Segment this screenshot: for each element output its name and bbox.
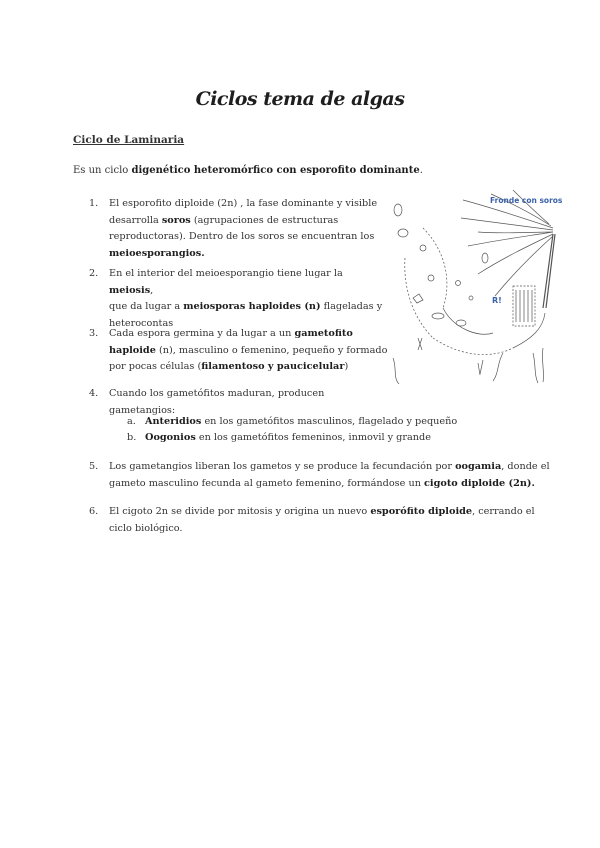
list-number: 1. xyxy=(89,198,99,209)
text-line: desarrolla soros (agrupaciones de estructuras xyxy=(109,214,339,226)
sub-item-b: b. Oogonios en los gametófitos femeninos, inmovil y grande xyxy=(127,430,457,446)
list-number: 4. xyxy=(89,388,99,399)
laminaria-life-cycle-figure xyxy=(383,188,561,398)
text-line: En el interior del meioesporangio tiene lugar la meiosis, xyxy=(109,268,343,296)
text-line: ciclo biológico. xyxy=(109,522,183,534)
list-item-3 xyxy=(89,326,389,376)
text-line: heterocontas xyxy=(109,317,174,329)
list-number: 2. xyxy=(89,268,99,279)
list-item-2 xyxy=(89,266,389,329)
figure-mark: R! xyxy=(492,296,502,305)
list-item-6 xyxy=(89,504,549,538)
text-line: El esporofito diploide (2n) , la fase dominante y visible xyxy=(109,198,378,209)
intro-paragraph: Es un ciclo digenético heteromórfico con esporofito dominante. xyxy=(73,165,423,176)
text-line: gameto masculino fecunda al gameto femenino, formándose un cigoto diploide (2n). xyxy=(109,477,535,489)
text-line: por pocas células (filamentoso y paucicelular) xyxy=(109,361,349,372)
sub-item-a: a. Anteridios en los gametófitos masculinos, flagelado y pequeño xyxy=(127,414,457,430)
list-item-5 xyxy=(89,459,549,493)
text-line: gametangios: xyxy=(109,404,176,416)
page-title: Ciclos tema de algas xyxy=(195,88,405,110)
sub-letter: a. xyxy=(127,416,136,427)
section-heading: Ciclo de Laminaria xyxy=(73,134,185,146)
list-number: 3. xyxy=(89,328,99,339)
text-line: El cigoto 2n se divide por mitosis y origina un nuevo esporófito diploide, cerrando el xyxy=(109,506,535,517)
text-line: Cada espora germina y da lugar a un gametofito xyxy=(109,328,353,339)
text-line: Los gametangios liberan los gametos y se produce la fecundación por oogamia, donde el xyxy=(109,461,550,472)
list-item-1 xyxy=(89,196,389,262)
text-line: reproductoras). Dentro de los soros se encuentran los xyxy=(109,231,375,242)
text-line: que da lugar a meiosporas haploides (n) flageladas y xyxy=(109,301,383,312)
list-number: 5. xyxy=(89,461,99,472)
text-line: meioesporangios. xyxy=(109,247,205,259)
list-number: 6. xyxy=(89,506,99,517)
figure-caption: Fronde con soros xyxy=(490,196,563,205)
text-line: Cuando los gametófitos maduran, producen xyxy=(109,388,325,399)
sub-letter: b. xyxy=(127,432,137,443)
text-line: haploide (n), masculino o femenino, pequeño y formado xyxy=(109,344,388,356)
